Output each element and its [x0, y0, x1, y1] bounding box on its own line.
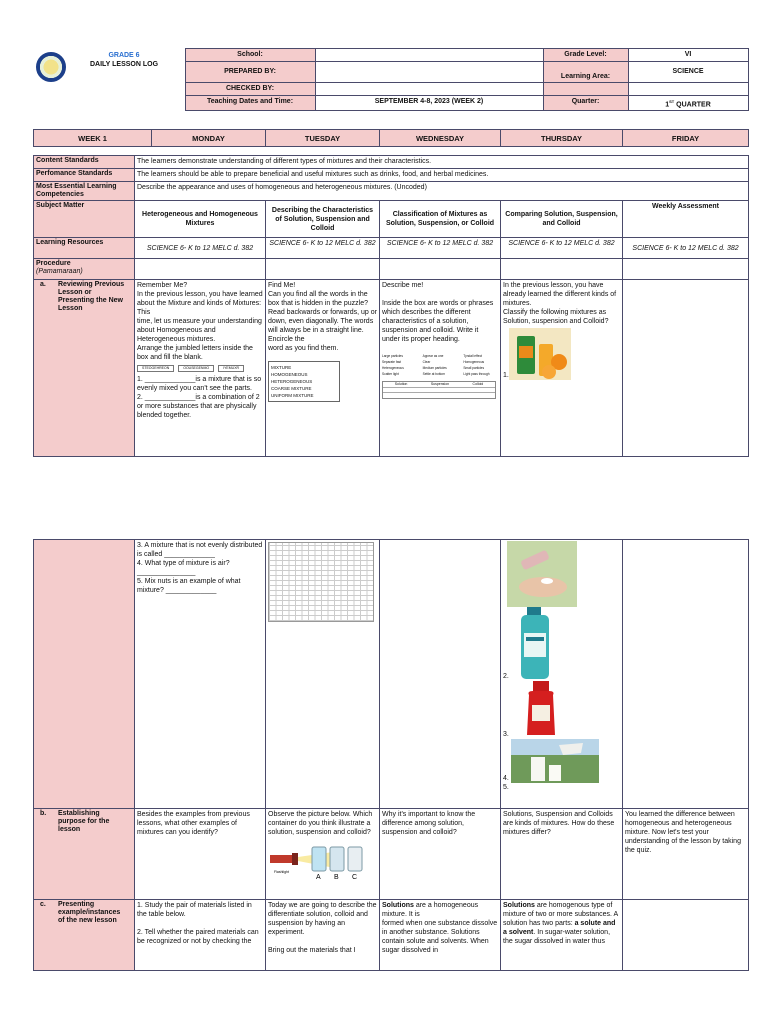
- char-word: Light pass through: [463, 372, 490, 376]
- char-word: Separate fast: [382, 360, 401, 364]
- step-c-label: Presenting example/instances of the new lesson: [58, 901, 121, 924]
- char-word: Clear: [422, 360, 431, 364]
- step-a-tuesday-text: Find Me! Can you find all the words in the box that is hidden in the puzzle? Read backwards or forwards, up or down, even diagonally. The words will always be in a straight line. Encircle the word as you find them.: [268, 282, 377, 352]
- procedure-blank-fri: [623, 259, 749, 280]
- checked-by-value: [315, 82, 543, 95]
- quarter-label: Quarter:: [543, 95, 628, 110]
- mouthwash-bottle-photo: [515, 607, 555, 681]
- step-a-wednesday-text: Describe me! Inside the box are words or phrases which describes the different characteristics of a solution, suspension and colloid. Write it under its proper heading.: [382, 282, 494, 343]
- step-b-friday: [623, 809, 749, 900]
- step-c-tuesday: [266, 900, 380, 971]
- classification-answer-sheet: [382, 381, 496, 399]
- orange-juice-photo: [509, 328, 571, 380]
- word-mixture: MIXTURE: [271, 365, 292, 370]
- lesson-table-page1: [33, 155, 749, 457]
- step-a-thursday-cont: [501, 540, 623, 809]
- head-colloid: Colloid: [472, 382, 484, 386]
- step-a-thursday-text: In the previous lesson, you have already learned the different kinds of mixtures. Classify the following mixtures as Solution, suspension and Colloid?: [503, 282, 617, 325]
- step-a-friday: [623, 280, 749, 457]
- step-b-thursday-text: Solutions, Suspension and Colloids are kinds of mixtures. How do these mixtures differ?: [503, 811, 615, 836]
- resource-friday: SCIENCE 6- K to 12 MELC d. 382: [623, 238, 749, 259]
- school-value: [315, 49, 543, 62]
- step-c-thursday-text-a: are homogenous type of mixture of two or more substances. A solution has two parts:: [503, 902, 618, 927]
- solutions-bold-thu: Solutions: [503, 902, 535, 909]
- deped-seal-icon: [36, 52, 66, 82]
- content-standards-label: Content Standards: [34, 156, 135, 169]
- question-4: 4. What type of mixture is air? _______________: [137, 560, 230, 576]
- resource-monday: SCIENCE 6- K to 12 MELC d. 382: [135, 238, 266, 259]
- procedure-label: Procedure: [36, 260, 71, 267]
- resource-tuesday: SCIENCE 6- K to 12 MELC d. 382: [266, 238, 380, 259]
- step-c-wednesday-text: are a homogeneous mixture. It is formed when one substance dissolve in another substance. Solutions contain solute and solvents. When sugar dissolved in: [382, 902, 498, 954]
- header-table: [33, 48, 749, 111]
- solutions-bold-wed: Solutions: [382, 902, 414, 909]
- step-b-wednesday-text: Why it's important to know the difference among solution, suspension and colloid?: [382, 811, 476, 836]
- step-c-monday: [135, 900, 266, 971]
- step-c-friday: [623, 900, 749, 971]
- day-tuesday: TUESDAY: [266, 130, 380, 147]
- step-b-monday-text: Besides the examples from previous lessons, what other examples of mixtures can you identify?: [137, 811, 250, 836]
- step-c-thursday-text-c: . In sugar-water solution, the sugar dissolved in water thus: [503, 929, 611, 945]
- resource-wednesday: SCIENCE 6- K to 12 MELC d. 382: [380, 238, 501, 259]
- week-header-table: [33, 129, 749, 147]
- step-b-tuesday: [266, 809, 380, 900]
- container-c-label: C: [352, 874, 358, 881]
- mixture-number-1: 1.: [503, 372, 509, 379]
- day-monday: MONDAY: [152, 130, 266, 147]
- char-word: Appear as one: [422, 354, 444, 358]
- char-word: Scatter light: [382, 372, 399, 376]
- char-word: Medium particles: [422, 366, 447, 370]
- procedure-blank-mon: [135, 259, 266, 280]
- grade-level-value: VI: [628, 49, 748, 62]
- lotion-hands-photo: [507, 541, 577, 607]
- prepared-by-label: PREPARED BY:: [185, 62, 315, 83]
- school-label: School:: [185, 49, 315, 62]
- checked-by-blank: [543, 82, 628, 95]
- step-c-tuesday-text: Today we are going to describe the differentiate solution, colloid and suspension by having an experiment. Bring out the materials that I: [268, 902, 377, 954]
- subject-friday: Weekly Assessment: [623, 201, 749, 238]
- word-homogeneous: HOMOGENEOUS: [271, 372, 308, 377]
- week-label: WEEK 1: [34, 130, 152, 147]
- char-word: Small particles: [463, 366, 485, 370]
- step-b-tuesday-text: Observe the picture below. Which container do you think illustrate a solution, suspension and colloid?: [268, 811, 373, 836]
- step-b-friday-text: You learned the difference between homogeneous and heterogeneous mixture. Now let's test your understanding of the lesson by taking the quiz.: [625, 811, 741, 854]
- step-c-letter: c.: [40, 901, 46, 908]
- resource-thursday: SCIENCE 6- K to 12 MELC d. 382: [501, 238, 623, 259]
- question-2: 2. _____________is a combination of 2 or more substances that are physically blended together.: [137, 394, 260, 419]
- mixture-number-5: 5.: [503, 784, 509, 791]
- learning-resources-label: Learning Resources: [34, 238, 135, 259]
- char-word: Heterogeneous: [382, 366, 404, 370]
- step-a-friday-cont: [623, 540, 749, 809]
- container-a-label: A: [316, 874, 321, 881]
- step-c-monday-text: 1. Study the pair of materials listed in the table below. 2. Tell whether the paired materials can be recognized or not by checking the: [137, 902, 259, 945]
- step-a-monday-text: Remember Me? In the previous lesson, you have learned about the Mixture and kinds of Mixtures: This time, let us measure your understanding about Homogeneous and Heterogeneous mixtures. Arrange the jumbled letters inside the box and fill the blank.: [137, 282, 263, 361]
- header-logo-cell: [33, 49, 185, 111]
- step-a-wednesday-cont: [380, 540, 501, 809]
- performance-standards-label: Perfomance Standards: [34, 169, 135, 182]
- procedure-blank-wed: [380, 259, 501, 280]
- procedure-blank-thu: [501, 259, 623, 280]
- performance-standards-text: The learners should be able to prepare beneficial and useful mixtures such as drinks, food, and herbal medicines.: [135, 169, 749, 182]
- step-a-monday-cont: [135, 540, 266, 809]
- step-a-cont-label: [34, 540, 135, 809]
- subject-tuesday: Describing the Characteristics of Solution, Suspension and Colloid: [266, 201, 380, 238]
- subject-wednesday: Classification of Mixtures as Solution, Suspension, or Colloid: [380, 201, 501, 238]
- day-thursday: THURSDAY: [501, 130, 623, 147]
- step-b-letter: b.: [40, 810, 47, 817]
- solute-solvent-bold: a solute and a solvent: [503, 920, 616, 936]
- checked-by-blank2: [628, 82, 748, 95]
- mixture-number-4: 4.: [503, 775, 509, 782]
- melc-text: Describe the appearance and uses of homogeneous and heterogeneous mixtures. (Uncoded): [135, 182, 749, 201]
- day-wednesday: WEDNESDAY: [380, 130, 501, 147]
- step-b-label-cell: [34, 809, 135, 900]
- dates-label: Teaching Dates and Time:: [185, 95, 315, 110]
- quarter-value: 1ST QUARTER: [628, 95, 748, 110]
- characteristics-word-grid: [382, 354, 498, 377]
- mixture-number-2: 2.: [503, 673, 509, 680]
- flashlight-caption: Flashlight: [274, 870, 289, 874]
- word-coarse-mixture: COARSE MIXTURE: [271, 386, 312, 391]
- checked-by-label: CHECKED BY:: [185, 82, 315, 95]
- step-a-monday: [135, 280, 266, 457]
- step-a-label: Reviewing Previous Lesson or Presenting the New Lesson: [58, 281, 125, 312]
- subject-monday: Heterogeneous and Homogeneous Mixtures: [135, 201, 266, 238]
- learning-area-value: SCIENCE: [628, 62, 748, 83]
- step-b-monday: [135, 809, 266, 900]
- step-b-label: Establishing purpose for the lesson: [58, 810, 110, 833]
- grade-title: GRADE 6: [108, 51, 140, 59]
- word-heterogeneous: HETEROGENEOUS: [271, 379, 313, 384]
- procedure-blank-tue: [266, 259, 380, 280]
- learning-area-label: Learning Area:: [543, 62, 628, 83]
- char-word: Large particles: [382, 354, 403, 358]
- char-word: Settle at bottom: [422, 372, 445, 376]
- question-1: 1. _____________is a mixture that is so evenly mixed you can't see the parts.: [137, 376, 262, 392]
- char-word: Homogeneous: [463, 360, 485, 364]
- word-search-puzzle: [268, 542, 374, 622]
- question-3: 3. A mixture that is not evenly distributed is called _____________: [137, 542, 263, 558]
- step-b-thursday: [501, 809, 623, 900]
- milk-pouring-photo: [511, 739, 599, 783]
- step-a-label-cell: [34, 280, 135, 457]
- subject-thursday: Comparing Solution, Suspension, and Colloid: [501, 201, 623, 238]
- procedure-sublabel: (Pamamaraan): [36, 268, 83, 275]
- jumble-word-2: OOUSEGENMO: [178, 365, 214, 372]
- subject-matter-label: Subject Matter: [34, 201, 135, 238]
- jumble-word-3: IYEMUXR: [218, 365, 244, 372]
- step-a-letter: a.: [40, 281, 46, 288]
- procedure-label-cell: [34, 259, 135, 280]
- step-c-wednesday: [380, 900, 501, 971]
- head-suspension: Suspension: [430, 382, 450, 386]
- daily-lesson-log-title: DAILY LESSON LOG: [89, 60, 159, 68]
- day-friday: FRIDAY: [623, 130, 749, 147]
- jumbled-words: [137, 365, 263, 372]
- step-b-wednesday: [380, 809, 501, 900]
- word-uniform-mixture: UNIFORM MIXTURE: [271, 393, 314, 398]
- jumble-word-1: STEOGEHREON: [137, 365, 174, 372]
- ketchup-bottle-photo: [523, 681, 563, 739]
- step-a-thursday: [501, 280, 623, 457]
- step-c-label-cell: [34, 900, 135, 971]
- melc-label: Most Essential Learning Competencies: [34, 182, 135, 201]
- step-a-wednesday: [380, 280, 501, 457]
- word-list-box: [268, 361, 340, 402]
- step-a-tuesday-cont: [266, 540, 380, 809]
- step-c-thursday: [501, 900, 623, 971]
- question-5: 5. Mix nuts is an example of what mixture? _____________: [137, 578, 241, 594]
- prepared-by-value: [315, 62, 543, 83]
- grade-level-label: Grade Level:: [543, 49, 628, 62]
- step-a-tuesday: [266, 280, 380, 457]
- mixture-number-3: 3.: [503, 731, 509, 738]
- flashlight-containers-diagram: [268, 841, 372, 881]
- content-standards-text: The learners demonstrate understanding of different types of mixtures and their characteristics.: [135, 156, 749, 169]
- dates-value: SEPTEMBER 4-8, 2023 (WEEK 2): [315, 95, 543, 110]
- char-word: Tyndall effect: [463, 354, 483, 358]
- head-solution: Solution: [394, 382, 408, 386]
- container-b-label: B: [334, 874, 339, 881]
- lesson-table-page2: [33, 539, 749, 971]
